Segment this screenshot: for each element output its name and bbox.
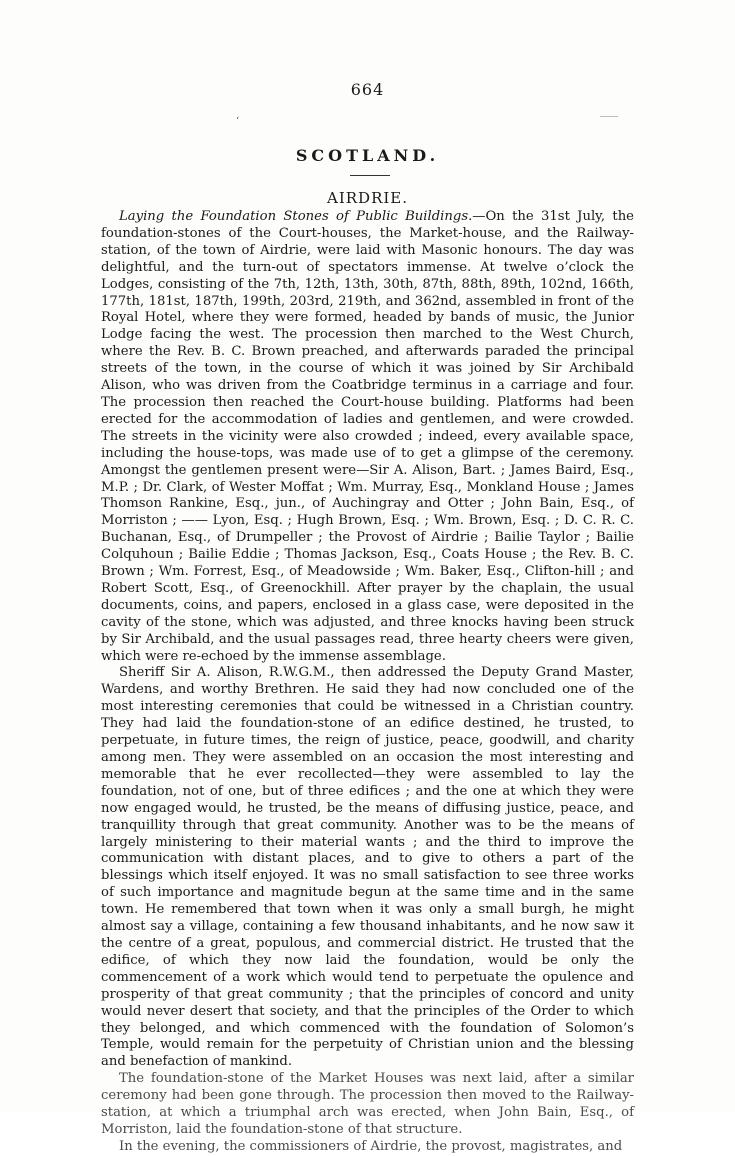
paragraph-1-text: —On the 31st July, the foundation-stones of the Court-houses, the Market-house, and the Railway-station, of the town of Airdrie, were laid with Masonic honours. The day was delightful, and the turn-out of spectators immense. At twelve o’clock the Lodges, consisting of the 7th, 12th, 13th, 30th, 87th, 88th, 89th, 102nd, 166th, 177th, 181st, 187th, 199th, 203rd, 219th, and 362nd, assembled in front of the Royal Hotel, where they were formed, headed by bands of music, the Junior Lodge facing the west. The procession then marched to the West Church, where the Rev. B. C. Brown preached, and afterwards paraded the principal streets of the town, in the course of which it was joined by Sir Archibald Alison, who was driven from the Coatbridge terminus in a carriage and four. The procession then reached the Court-house building. Platforms had been erected for the accommodation of ladies and gentlemen, and were crowded. The streets in the vicinity were also crowded ; indeed, every available space, including the house-tops, was made use of to get a glimpse of the ceremony. Amongst the gentlemen present were—Sir A. Alison, Bart. ; James Baird, Esq., M.P. ; Dr. Clark, of Wester Moffat ; Wm. Murray, Esq., Monkland House ; James Thomson Rankine, Esq., jun., of Auchingray and Otter ; John Bain, Esq., of Morriston ; —— Lyon, Esq. ; Hugh Brown, Esq. ; Wm. Brown, Esq. ; D. C. R. C. Buchanan, Esq., of Drumpeller ; the Provost of Airdrie ; Bailie Taylor ; Bailie Colquhoun ; Bailie Eddie ; Thomas Jackson, Esq., Coats House ; the Rev. B. C. Brown ; Wm. Forrest, Esq., of Meadowside ; Wm. Baker, Esq., Clifton-hill ; and Robert Scott, Esq., of Greenockhill. After prayer by the chaplain, the usual documents, coins, and papers, enclosed in a glass case, were deposited in the cavity of the stone, which was adjusted, and three knocks having been struck by Sir Archibald, and the usual passages read, three hearty cheers were given, which were re-echoed by the immense assemblage. [101,209,634,664]
paragraph-lead: Laying the Foundation Stones of Public Buildings. [119,209,473,224]
print-mark [600,116,618,117]
paragraph-2: Sheriff Sir A. Alison, R.W.G.M., then addressed the Deputy Grand Master, Wardens, and worthy Brethren. He said they had now concluded one of the most interesting ceremonies that could be witnessed in a Christian country. They had laid the foundation-stone of an edifice destined, he trusted, to perpetuate, in future times, the reign of justice, peace, goodwill, and charity among men. They were assembled on an occasion the most interesting and memorable that he ever recollected—they were assembled to lay the foundation, not of one, but of three edifices ; and the one at which they were now engaged would, he trusted, be the means of diffusing justice, peace, and tranquillity through that great community. Another was to be the means of largely ministering to their material wants ; and the third to improve the communication with distant places, and to give to others a part of the blessings which itself enjoyed. It was no small satisfaction to see three works of such importance and magnitude begun at the same time and in the same town. He remembered that town when it was only a small burgh, he might almost say a village, containing a few thousand inhabitants, and he now saw it the centre of a great, populous, and commercial district. He trusted that the edifice, of which they now laid the foundation, would be only the commencement of a work which would tend to perpetuate the opulence and prosperity of that great community ; that the principles of concord and unity would never desert that society, and that the principles of the Order to which they belonged, and which commenced with the foundation of Solomon’s Temple, would remain for the perpetuity of Christian union and the blessing and benefaction of mankind. [101,665,634,1070]
section-title: SCOTLAND. [295,146,440,165]
paragraph-1 [101,209,634,665]
title-rule [350,175,390,176]
paragraph-4: In the evening, the commissioners of Airdrie, the provost, magistrates, and [119,1138,623,1154]
paragraph-3: The foundation-stone of the Market Houses was next laid, after a similar ceremony had been gone through. The procession then moved to the Railway-station, at which a triumphal arch was erected, when John Bain, Esq., of Morriston, laid the foundation-stone of that structure. [101,1071,634,1137]
print-speck: ‘ [236,116,240,127]
article-body [101,209,634,1156]
page-number: 664 [350,80,385,99]
section-subtitle: AIRDRIE. [326,189,408,207]
